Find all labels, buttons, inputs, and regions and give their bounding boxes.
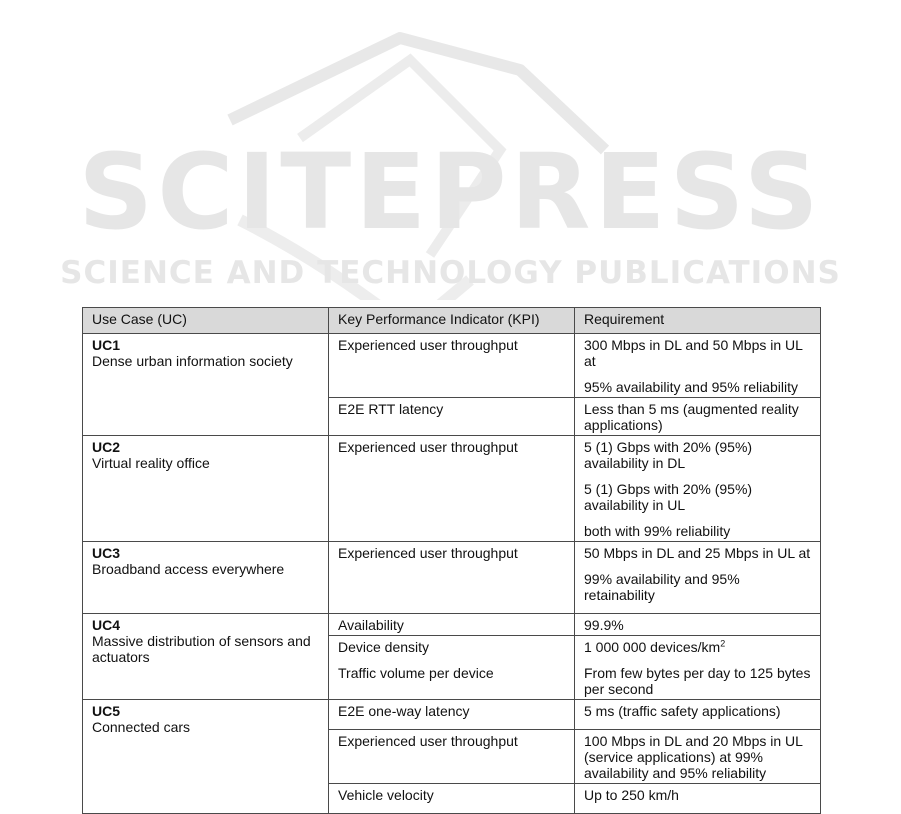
requirement-text: both with 99% reliability <box>584 523 731 539</box>
requirement-text: 99.9% <box>584 617 624 633</box>
requirement-text: Up to 250 km/h <box>584 787 679 803</box>
table-row <box>83 436 821 542</box>
kpi-text: E2E RTT latency <box>338 401 444 417</box>
requirement-cell <box>575 614 821 636</box>
device-density-value: 1 000 000 devices/km <box>584 639 721 655</box>
requirement-cell <box>575 334 821 398</box>
watermark-subtitle: SCIENCE AND TECHNOLOGY PUBLICATIONS <box>60 255 841 291</box>
use-case-cell <box>83 614 329 700</box>
kpi-cell <box>329 398 575 436</box>
watermark <box>0 0 901 300</box>
use-case-cell <box>83 542 329 614</box>
requirement-text: 99% availability and 95% retainability <box>584 571 740 603</box>
kpi-text: Experienced user throughput <box>338 545 518 561</box>
kpi-cell <box>329 636 575 700</box>
requirement-cell <box>575 700 821 730</box>
kpi-text: Vehicle velocity <box>338 787 434 803</box>
watermark-title: SCITEPRESS <box>78 131 823 253</box>
kpi-text: Experienced user throughput <box>338 733 518 749</box>
requirement-text: 5 (1) Gbps with 20% (95%) availability in DL <box>584 439 753 471</box>
use-case-code: UC4 <box>92 617 121 633</box>
requirement-text <box>584 639 812 655</box>
kpi-cell <box>329 784 575 814</box>
requirement-cell <box>575 636 821 700</box>
requirement-text: 95% availability and 95% reliability <box>584 379 799 395</box>
table-header-row <box>83 308 821 334</box>
requirement-text: 100 Mbps in DL and 20 Mbps in UL (service applications) at 99% availability and 95% reliability <box>584 733 803 781</box>
kpi-cell <box>329 700 575 730</box>
superscript: 2 <box>720 638 726 649</box>
requirement-text: 300 Mbps in DL and 50 Mbps in UL at <box>584 337 803 369</box>
requirement-cell <box>575 398 821 436</box>
kpi-cell <box>329 542 575 614</box>
use-case-code: UC2 <box>92 439 121 455</box>
requirement-cell <box>575 436 821 542</box>
use-case-name: Broadband access everywhere <box>92 561 285 577</box>
use-case-cell <box>83 334 329 436</box>
use-case-cell <box>83 700 329 814</box>
kpi-cell <box>329 614 575 636</box>
use-case-code: UC1 <box>92 337 121 353</box>
requirement-cell <box>575 784 821 814</box>
kpi-text: Experienced user throughput <box>338 439 518 455</box>
kpi-text: Traffic volume per device <box>338 665 494 681</box>
requirement-cell <box>575 730 821 784</box>
table-row <box>83 542 821 614</box>
kpi-text: Availability <box>338 617 404 633</box>
kpi-text: Experienced user throughput <box>338 337 518 353</box>
requirement-text: Less than 5 ms (augmented reality applications) <box>584 401 799 433</box>
header-kpi: Key Performance Indicator (KPI) <box>329 308 575 334</box>
use-case-name: Dense urban information society <box>92 353 293 369</box>
kpi-cell <box>329 334 575 398</box>
header-requirement: Requirement <box>575 308 821 334</box>
header-use-case: Use Case (UC) <box>83 308 329 334</box>
requirement-text: 5 (1) Gbps with 20% (95%) availability in UL <box>584 481 753 513</box>
requirement-cell <box>575 542 821 614</box>
kpi-text: E2E one-way latency <box>338 703 470 719</box>
use-case-code: UC5 <box>92 703 121 719</box>
requirement-text: 5 ms (traffic safety applications) <box>584 703 781 719</box>
kpi-cell <box>329 436 575 542</box>
use-case-code: UC3 <box>92 545 121 561</box>
table-row <box>83 334 821 398</box>
requirement-text: From few bytes per day to 125 bytes per second <box>584 665 811 697</box>
use-case-name: Virtual reality office <box>92 455 210 471</box>
use-case-cell <box>83 436 329 542</box>
use-case-name: Massive distribution of sensors and actuators <box>92 633 311 665</box>
kpi-cell <box>329 730 575 784</box>
use-case-name: Connected cars <box>92 719 191 735</box>
kpi-requirements-table <box>82 307 821 814</box>
table-row <box>83 700 821 730</box>
requirement-text: 50 Mbps in DL and 25 Mbps in UL at <box>584 545 811 561</box>
table-row <box>83 614 821 636</box>
kpi-text: Device density <box>338 639 430 655</box>
